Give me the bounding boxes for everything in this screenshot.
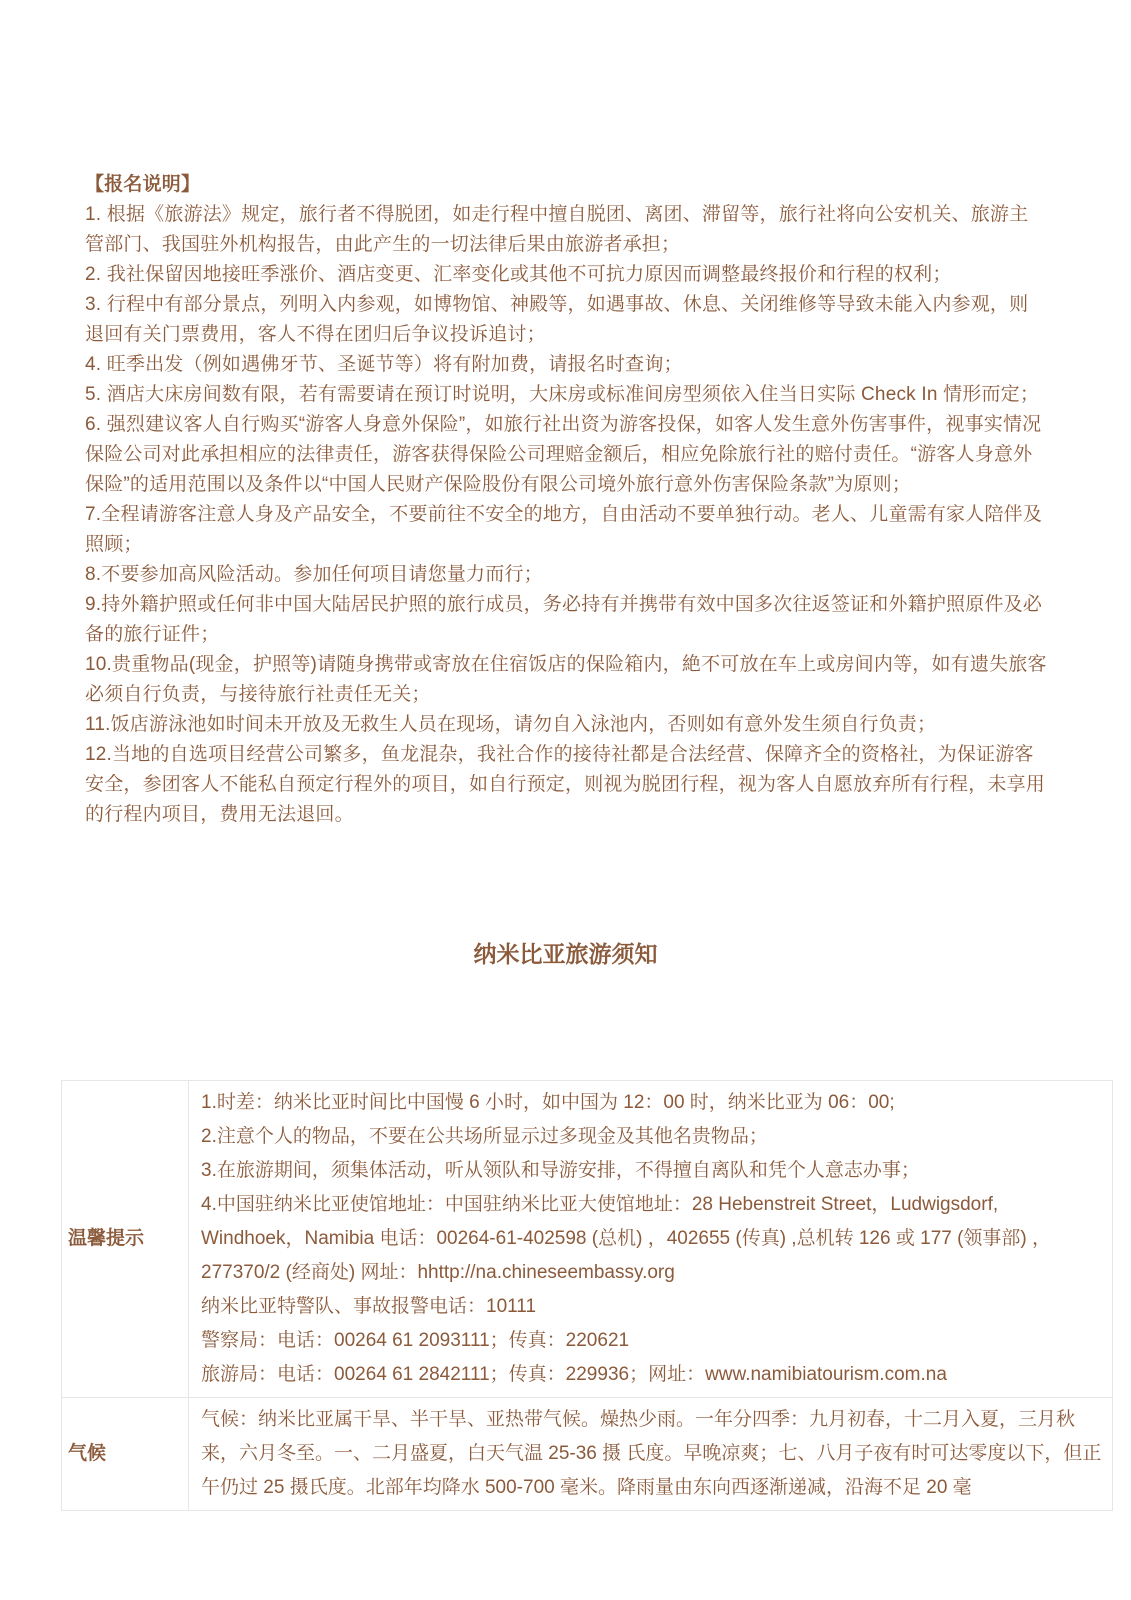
table-row-warm-tips xyxy=(62,1081,1113,1398)
row-content-climate xyxy=(189,1398,1113,1511)
table-row-climate xyxy=(62,1398,1113,1511)
registration-note-item: 10.贵重物品(现金，护照等)请随身携带或寄放在住宿饭店的保险箱内，絶不可放在车上或房间内等，如有遗失旅客必须自行负责，与接待旅行社责任无关； xyxy=(85,654,1047,705)
row-content-warm-tips xyxy=(189,1081,1113,1398)
climate-line: 气候：纳米比亚属干旱、半干旱、亚热带气候。燥热少雨。一年分四季：九月初春，十二月入夏，三月秋来，六月冬至。一、二月盛夏，白天气温 25-36 摄 氏度。早晚凉爽；七、八月子夜有时可达零度以下，但正午仍过 25 摄氏度。北部年均降水 500-700 毫米。降雨量由东向西逐渐递减，沿海不足 20 毫 xyxy=(201,1409,1102,1498)
row-label-warm-tips: 温馨提示 xyxy=(62,1081,189,1398)
registration-note-item: 4. 旺季出发（例如遇佛牙节、圣诞节等）将有附加费，请报名时查询； xyxy=(85,354,683,375)
registration-note-item: 12.当地的自选项目经营公司繁多，鱼龙混杂，我社合作的接待社都是合法经营、保障齐全的资格社，为保证游客安全，参团客人不能私自预定行程外的项目，如自行预定，则视为脱团行程，视为客人自愿放弃所有行程，未享用的行程内项目，费用无法退回。 xyxy=(85,744,1046,825)
registration-note-item: 5. 酒店大床房间数有限，若有需要请在预订时说明，大床房或标准间房型须依入住当日实际 Check In 情形而定； xyxy=(85,384,1040,405)
travel-notice-table xyxy=(61,1080,1113,1511)
registration-note-item: 11.饭店游泳池如时间未开放及无救生人员在现场，请勿自入泳池内，否则如有意外发生须自行负责； xyxy=(85,714,937,735)
registration-note-item: 7.全程请游客注意人身及产品安全，不要前往不安全的地方，自由活动不要单独行动。老人、儿童需有家人陪伴及照顾； xyxy=(85,504,1043,555)
page-title: 纳米比亚旅游须知 xyxy=(473,941,658,967)
registration-note-item: 8.不要参加高风险活动。参加任何项目请您量力而行； xyxy=(85,564,543,585)
registration-note-item: 9.持外籍护照或任何非中国大陆居民护照的旅行成员，务必持有并携带有效中国多次往返签证和外籍护照原件及必备的旅行证件； xyxy=(85,594,1043,645)
tip-line: 纳米比亚特警队、事故报警电话：10111 xyxy=(201,1296,537,1317)
registration-note-item: 1. 根据《旅游法》规定，旅行者不得脱团，如走行程中擅自脱团、离团、滞留等，旅行社将向公安机关、旅游主管部门、我国驻外机构报告，由此产生的一切法律后果由旅游者承担； xyxy=(85,204,1029,255)
tip-line: 3.在旅游期间，须集体活动，听从领队和导游安排，不得擅自离队和凭个人意志办事； xyxy=(201,1160,920,1181)
row-label-climate: 气候 xyxy=(62,1398,189,1511)
tip-line: 2.注意个人的物品，不要在公共场所显示过多现金及其他名贵物品； xyxy=(201,1126,768,1147)
registration-note-item: 3. 行程中有部分景点，列明入内参观，如博物馆、神殿等，如遇事故、休息、关闭维修等导致未能入内参观，则退回有关门票费用，客人不得在团归后争议投诉追讨； xyxy=(85,294,1029,345)
registration-notes-section xyxy=(85,170,1047,830)
tip-line: 警察局：电话：00264 61 2093111；传真：220621 xyxy=(201,1330,630,1351)
registration-note-item: 6. 强烈建议客人自行购买“游客人身意外保险”，如旅行社出资为游客投保，如客人发生意外伤害事件，视事实情况保险公司对此承担相应的法律责任，游客获得保险公司理赔金额后，相应免除旅行社的赔付责任。“游客人身意外保险”的适用范围以及条件以“中国人民财产保险股份有限公司境外旅行意外伤害保险条款”为原则； xyxy=(85,414,1042,495)
registration-notes-heading: 【报名说明】 xyxy=(85,174,201,195)
registration-note-item: 2. 我社保留因地接旺季涨价、酒店变更、汇率变化或其他不可抗力原因而调整最终报价和行程的权利； xyxy=(85,264,952,285)
tip-line: 旅游局：电话：00264 61 2842111；传真：229936；网址：www.namibiatourism.com.na xyxy=(201,1364,947,1385)
tip-line: 1.时差：纳米比亚时间比中国慢 6 小时，如中国为 12：00 时，纳米比亚为 06：00; xyxy=(201,1092,895,1113)
tip-line: 4.中国驻纳米比亚使馆地址：中国驻纳米比亚大使馆地址：28 Hebenstreit Street，Ludwigsdorf, Windhoek，Namibia 电话：00264-61-402598 (总机) ，402655 (传真) ,总机转 126 或 177 (领事部) ，277370/2 (经商处) 网址：hhttp://na.chineseembassy.org xyxy=(201,1194,1052,1283)
